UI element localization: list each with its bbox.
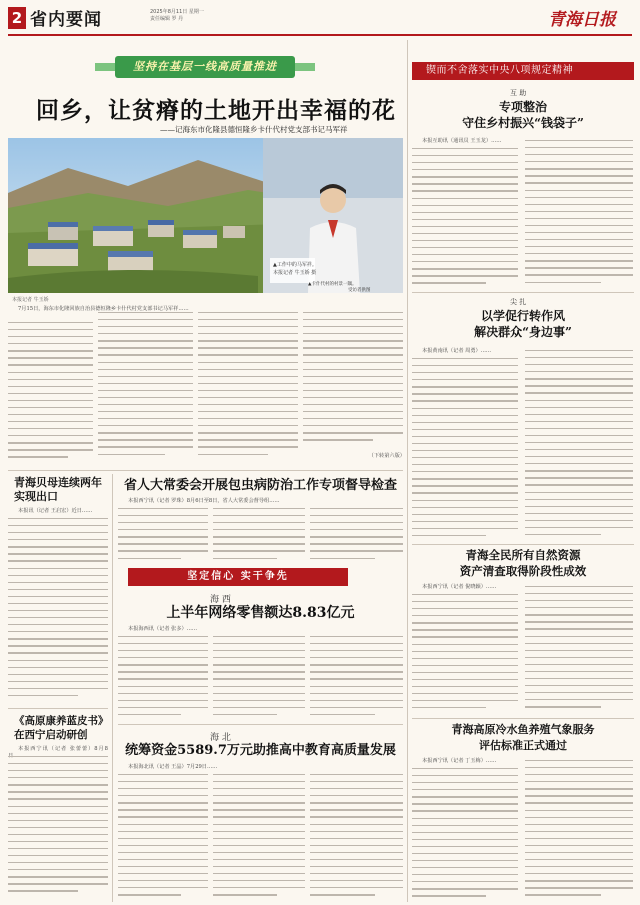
date-editor-meta bbox=[150, 9, 204, 23]
divider bbox=[412, 292, 634, 293]
story3-body-a bbox=[412, 594, 518, 714]
col1-body-a bbox=[412, 148, 518, 288]
col2-title-1[interactable]: 以学促行转作风 bbox=[480, 309, 565, 323]
story-haixi-col2 bbox=[213, 636, 305, 720]
story4-lead: 本报西宁讯（记者 丁玉梅）…… bbox=[422, 758, 497, 764]
story-committee-col3 bbox=[310, 508, 403, 564]
story-plateau-health-body bbox=[8, 756, 108, 900]
story-haixi-col1 bbox=[118, 636, 208, 720]
story-committee-lead: 本报西宁讯（记者 罗珠）8月6日至8日，省人大常委会督导组…… bbox=[128, 498, 280, 504]
banner-wing-left bbox=[95, 63, 115, 71]
story-haixi-col3 bbox=[310, 636, 403, 720]
divider bbox=[412, 544, 634, 545]
story-haibei-col3 bbox=[310, 774, 403, 900]
col2-title-2[interactable]: 解决群众“身边事” bbox=[474, 325, 572, 339]
inset-caption-1: ▲工作中的马军祥。 bbox=[273, 262, 317, 268]
story-haibei-region: 海 北 bbox=[210, 733, 231, 743]
story-plateau-health-lead: 本报西宁讯（记者 张蕾蕾）8月8 bbox=[18, 746, 108, 752]
lead-body-col2 bbox=[98, 312, 193, 466]
section-title: 省内要闻 bbox=[30, 10, 102, 30]
inset-caption-4: 受访者供图 bbox=[348, 288, 371, 293]
story-haixi-lead: 本报海西讯（记者 张多）…… bbox=[128, 626, 198, 632]
column-banner: 坚持在基层一线高质量推进 bbox=[115, 56, 295, 78]
lead-body-start: 7月15日，海东市化隆回族自治县德恒隆乡卡什代村党支部书记马军祥…… bbox=[18, 306, 189, 312]
col1-region-tag: 互 助 bbox=[510, 89, 527, 97]
lead-body-col1 bbox=[8, 322, 93, 466]
col2-body-b bbox=[525, 350, 633, 540]
col1-title-1[interactable]: 专项整治 bbox=[498, 100, 547, 114]
story3-body-b bbox=[525, 586, 633, 714]
date-line: 2025年8月11日 星期一 bbox=[150, 9, 204, 15]
lead-body-col4 bbox=[303, 312, 403, 452]
story-committee-col1 bbox=[118, 508, 208, 564]
lead-headline[interactable]: 回乡，让贫瘠的土地开出幸福的花 bbox=[36, 97, 396, 124]
right-column-banner: 锲而不舍落实中央八项规定精神 bbox=[412, 62, 634, 80]
col1-body-b bbox=[525, 140, 633, 288]
story-shellfish-title[interactable]: 青海贝母连续两年实现出口 bbox=[14, 476, 102, 503]
story-haibei-title[interactable]: 统筹资金5589.7万元助推高中教育高质量发展 bbox=[125, 743, 396, 758]
story3-title-1[interactable]: 青海全民所有自然资源 bbox=[465, 548, 581, 562]
story-committee-col2 bbox=[213, 508, 305, 564]
banner-wing-right bbox=[295, 63, 315, 71]
village-landscape-image bbox=[8, 138, 403, 293]
col2-region-tag: 尖 扎 bbox=[510, 298, 527, 306]
story4-title-1[interactable]: 青海高原冷水鱼养殖气象服务 bbox=[451, 723, 595, 736]
story4-body-b bbox=[525, 760, 633, 900]
divider bbox=[118, 724, 403, 725]
lead-photo[interactable] bbox=[8, 138, 403, 293]
divider bbox=[407, 40, 408, 902]
story-haixi-region: 海 西 bbox=[210, 595, 231, 605]
inset-caption-2: 本报记者 牛玉娇 摄 bbox=[273, 270, 317, 276]
lead-body-col3 bbox=[198, 312, 298, 466]
story-shellfish-body bbox=[8, 518, 108, 704]
divider bbox=[412, 718, 634, 719]
divider bbox=[8, 708, 108, 709]
story-haibei-col2 bbox=[213, 774, 305, 900]
col1-lead: 本报互助讯（通讯员 王玉龙）…… bbox=[422, 138, 502, 144]
story4-title-2[interactable]: 评估标准正式通过 bbox=[479, 739, 567, 752]
story-committee-title[interactable]: 省人大常委会开展包虫病防治工作专项督导检查 bbox=[123, 478, 397, 493]
story3-lead: 本报西宁讯（记者 倪晓颖）…… bbox=[422, 584, 497, 590]
col2-body-a bbox=[412, 358, 518, 540]
lead-continued: （下转第六版） bbox=[368, 453, 405, 459]
story-haibei-col1 bbox=[118, 774, 208, 900]
editor-line: 责任编辑 罗 丹 bbox=[150, 16, 184, 22]
header-divider bbox=[8, 34, 632, 36]
inset-caption-3: ▲卡什代村的村景一隅。 bbox=[308, 282, 357, 287]
story4-body-a bbox=[412, 768, 518, 900]
col2-lead: 本报黄南讯（记者 周勇）…… bbox=[422, 348, 492, 354]
col1-title-2[interactable]: 守住乡村振兴“钱袋子” bbox=[462, 116, 584, 130]
section-banner-red: 坚定信心 实干争先 bbox=[128, 568, 348, 586]
story3-title-2[interactable]: 资产清查取得阶段性成效 bbox=[459, 564, 587, 578]
story-haibei-lead: 本报海北讯（记者 王晶）7月29日…… bbox=[128, 764, 218, 770]
story-haixi-title[interactable]: 上半年网络零售额达8.83亿元 bbox=[166, 605, 355, 621]
masthead-logo: 青海日报 bbox=[548, 10, 616, 30]
lead-photo-credit: 本报记者 牛玉娇 bbox=[12, 297, 49, 303]
story-plateau-health-title[interactable]: 《高原康养蓝皮书》在西宁启动研创 bbox=[14, 715, 104, 741]
page-number: 2 bbox=[8, 7, 26, 29]
story-shellfish-lead: 本报讯（记者 王启宏）近日…… bbox=[18, 508, 93, 514]
divider bbox=[8, 470, 403, 471]
lead-subheadline: ——记海东市化隆县德恒隆乡卡什代村党支部书记马军祥 bbox=[160, 125, 348, 134]
divider bbox=[112, 474, 113, 902]
